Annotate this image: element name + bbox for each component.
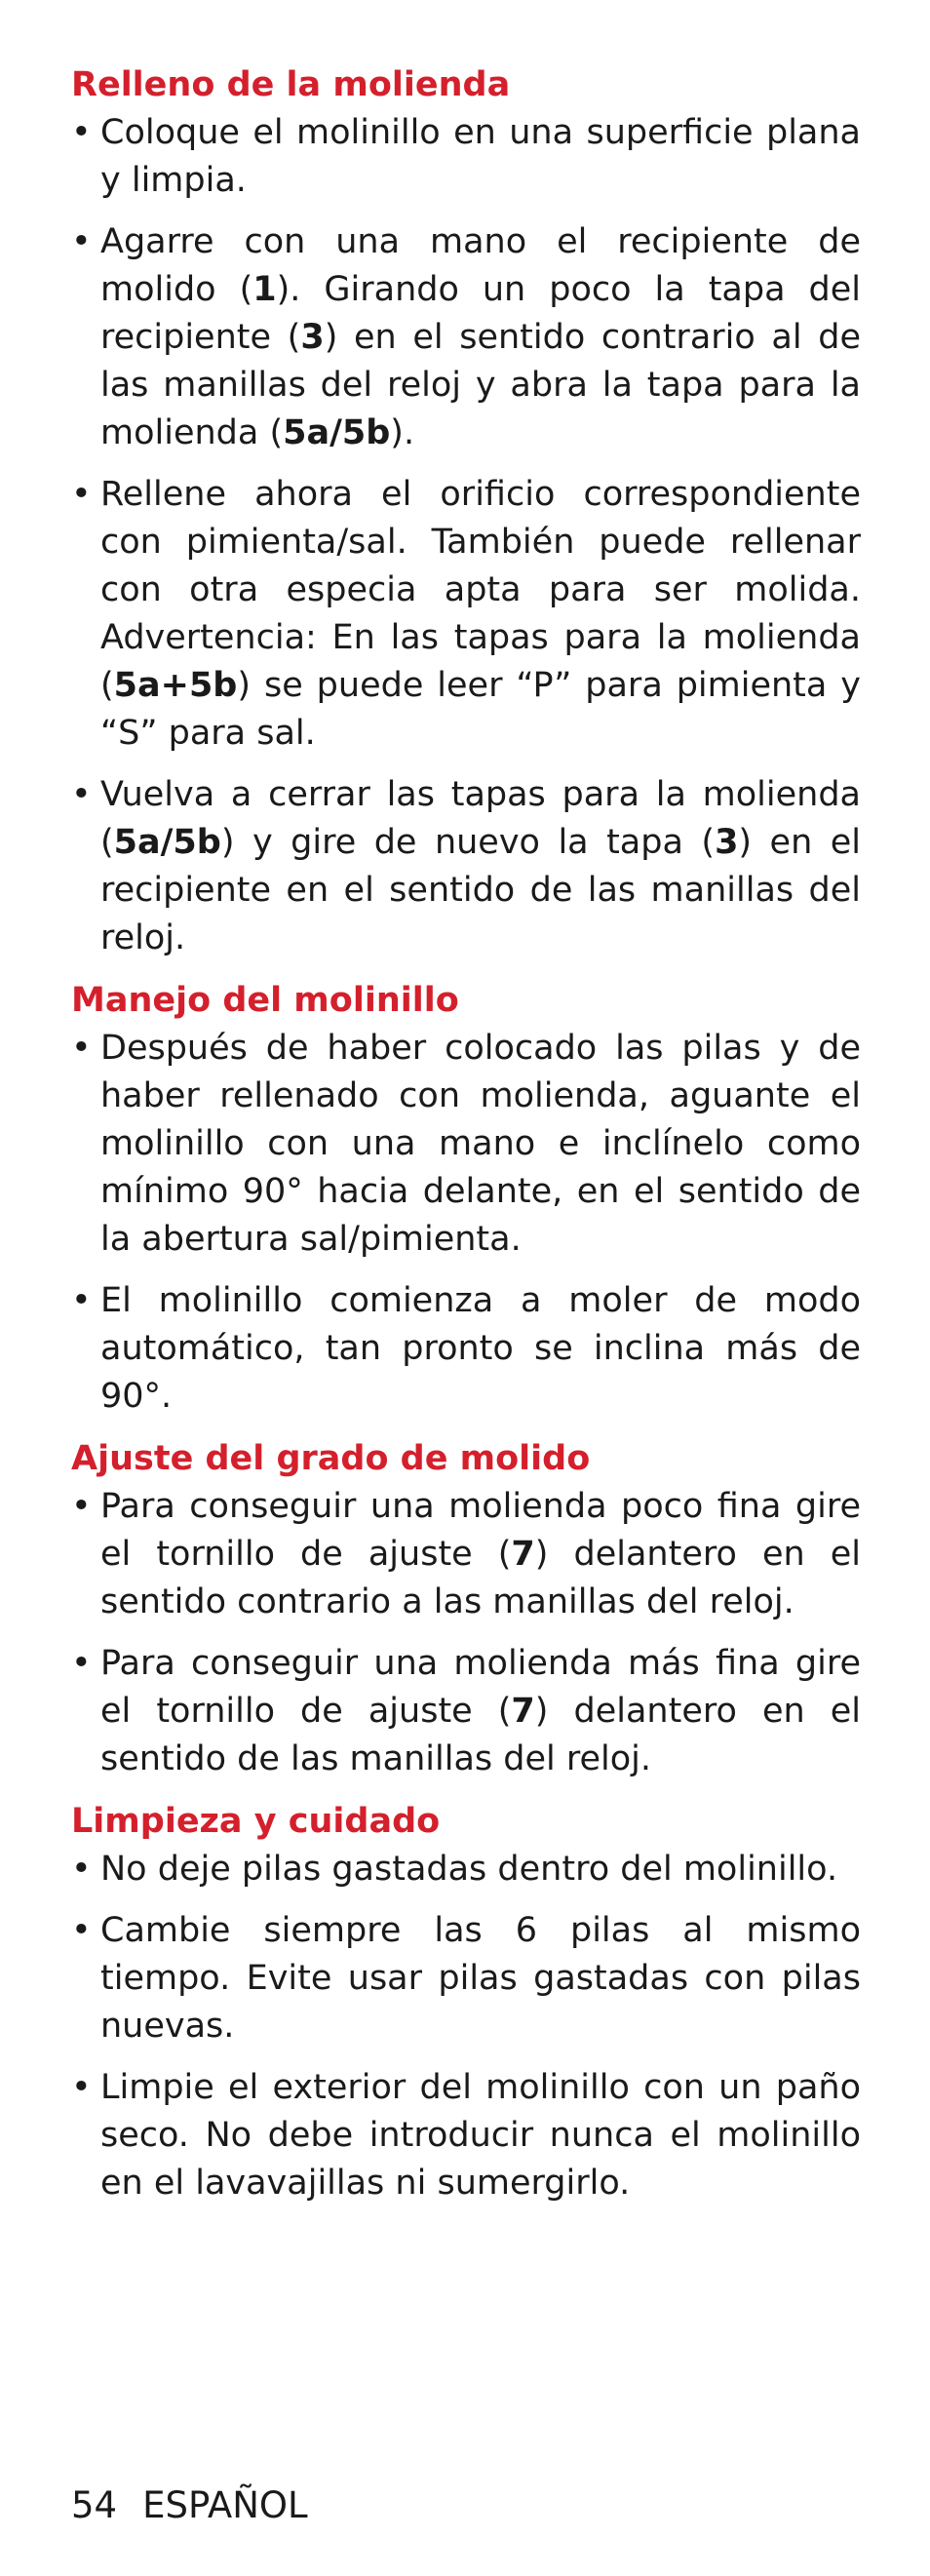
text-segment: ).	[390, 413, 415, 452]
bullet-icon: •	[71, 222, 92, 261]
bullet-list	[71, 1483, 861, 1783]
list-item	[71, 1025, 861, 1264]
list-item-text	[100, 1911, 861, 2046]
list-item-text	[100, 775, 861, 957]
part-reference: 1	[252, 270, 277, 309]
list-item-text	[100, 2068, 861, 2203]
list-item	[71, 2064, 861, 2207]
bullet-icon: •	[71, 2068, 92, 2107]
text-segment: Limpie el exterior del molinillo con un paño seco. No debe introducir nunca el molinillo en el lavavajillas ni sumergirlo.	[100, 2068, 861, 2203]
text-segment: El molinillo comienza a moler de modo automático, tan pronto se inclina más de 90°.	[100, 1281, 861, 1416]
bullet-icon: •	[71, 1911, 92, 1950]
list-item	[71, 1846, 861, 1893]
page-language: ESPAÑOL	[142, 2484, 308, 2526]
part-reference: 7	[511, 1535, 535, 1574]
bullet-icon: •	[71, 1281, 92, 1320]
part-reference: 3	[715, 823, 739, 862]
bullet-icon: •	[71, 1644, 92, 1683]
list-item	[71, 109, 861, 205]
section-heading: Limpieza y cuidado	[71, 1802, 441, 1841]
bullet-list	[71, 1025, 861, 1421]
list-item	[71, 1640, 861, 1783]
section-heading: Manejo del molinillo	[71, 981, 459, 1020]
list-item-text	[100, 1029, 861, 1259]
list-item-text	[100, 113, 861, 200]
text-segment: No deje pilas gastadas dentro del molinillo.	[100, 1850, 838, 1889]
bullet-icon: •	[71, 775, 92, 814]
text-segment: Rellene ahora el orificio correspondiente con pimienta/sal. También puede rellenar con otra especia apta para ser molida. Advertencia: En las tapas para la molienda (	[100, 475, 861, 705]
list-item	[71, 471, 861, 758]
list-item-text	[100, 1644, 861, 1778]
list-item	[71, 1907, 861, 2050]
manual-page-content	[71, 60, 861, 2221]
text-segment: Agarre con una mano el recipiente de molido (	[100, 222, 861, 309]
text-segment: ). Girando un poco la tapa del recipiente (	[100, 270, 861, 357]
bullet-icon: •	[71, 113, 92, 152]
bullet-icon: •	[71, 1487, 92, 1526]
page-number: 54	[71, 2484, 118, 2526]
text-segment: Coloque el molinillo en una superficie plana y limpia.	[100, 113, 861, 200]
bullet-list	[71, 109, 861, 962]
section-heading: Ajuste del grado de molido	[71, 1439, 591, 1478]
list-item	[71, 218, 861, 457]
part-reference: 7	[511, 1692, 535, 1731]
list-item-text	[100, 222, 861, 452]
part-reference: 5a/5b	[113, 823, 221, 862]
list-item	[71, 1483, 861, 1626]
bullet-list	[71, 1846, 861, 2207]
page-footer	[71, 2481, 333, 2530]
text-segment: ) se puede leer “P” para pimienta y “S” para sal.	[100, 666, 861, 753]
text-segment: Vuelva a cerrar las tapas para la molienda (	[100, 775, 861, 862]
part-reference: 5a+5b	[113, 666, 238, 705]
text-segment: ) y gire de nuevo la tapa (	[220, 823, 716, 862]
text-segment: Después de haber colocado las pilas y de haber rellenado con molienda, aguante el molinillo con una mano e inclínelo como mínimo 90° hacia delante, en el sentido de la abertura sal/pimienta.	[100, 1029, 861, 1259]
text-segment: Cambie siempre las 6 pilas al mismo tiempo. Evite usar pilas gastadas con pilas nuevas.	[100, 1911, 861, 2046]
part-reference: 5a/5b	[283, 413, 391, 452]
list-item-text	[100, 1281, 861, 1416]
bullet-icon: •	[71, 475, 92, 514]
bullet-icon: •	[71, 1029, 92, 1068]
list-item-text	[100, 1850, 837, 1889]
text-segment: ) delantero en el sentido de las manillas del reloj.	[100, 1692, 861, 1778]
part-reference: 3	[300, 318, 325, 357]
list-item-text	[100, 1487, 861, 1621]
text-segment: ) en el recipiente en el sentido de las manillas del reloj.	[100, 823, 861, 957]
bullet-icon: •	[71, 1850, 92, 1889]
list-item-text	[100, 475, 861, 753]
text-segment: Para conseguir una molienda poco fina gire el tornillo de ajuste (	[100, 1487, 861, 1574]
text-segment: Para conseguir una molienda más fina gire el tornillo de ajuste (	[100, 1644, 861, 1731]
section-heading: Relleno de la molienda	[71, 65, 511, 104]
text-segment: ) delantero en el sentido contrario a las manillas del reloj.	[100, 1535, 861, 1621]
list-item	[71, 1277, 861, 1421]
text-segment: ) en el sentido contrario al de las manillas del reloj y abra la tapa para la molienda (	[100, 318, 861, 452]
list-item	[71, 771, 861, 962]
